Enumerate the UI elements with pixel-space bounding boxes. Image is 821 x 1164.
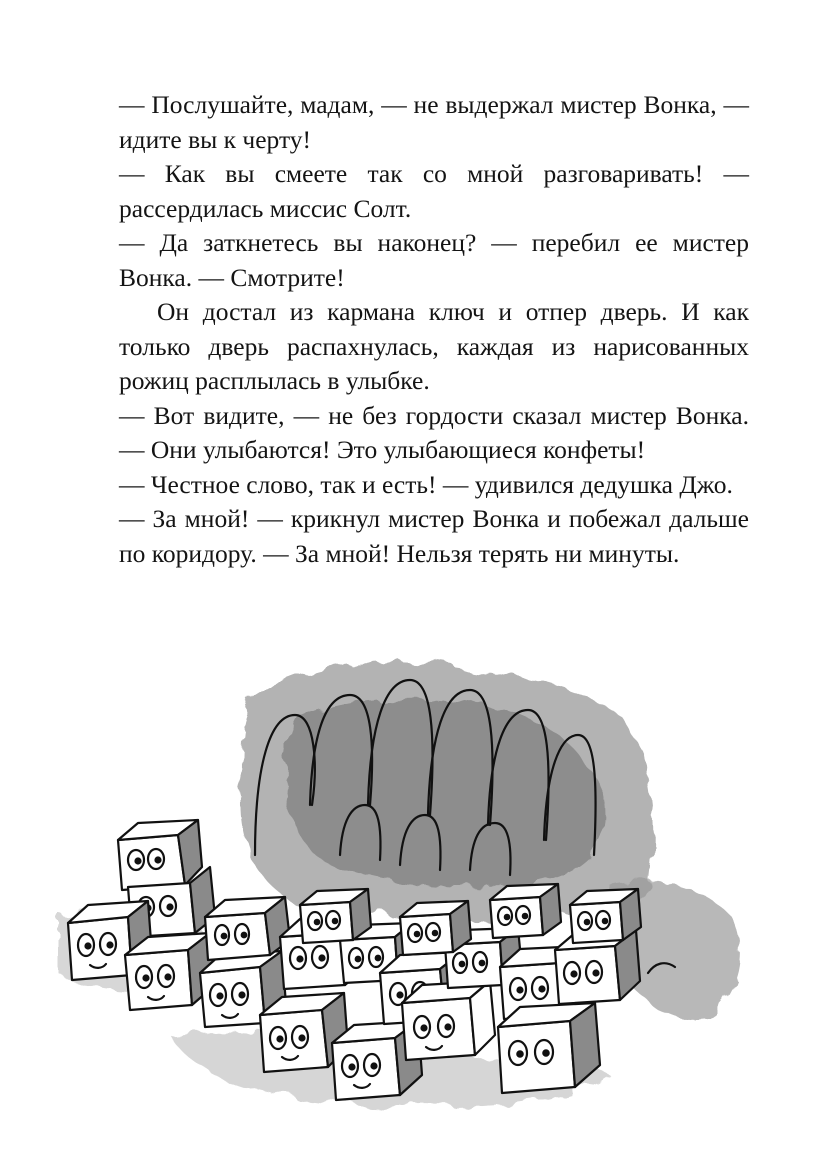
candy-cube [300, 889, 371, 943]
paragraph-1: — Послушайте, мадам, — не выдержал мистер Вонка, — идите вы к черту! [119, 90, 749, 154]
candy-cube [570, 889, 641, 943]
paragraph-6: — Честное слово, так и есть! — удивился дедушка Джо. [119, 469, 733, 499]
paragraph-7: — За мной! — крикнул мистер Вонка и побежал дальше по коридору. — За мной! Нельзя терять ни минуты. [119, 504, 749, 568]
candy-cubes-illustration [50, 655, 770, 1125]
candy-cube [490, 884, 561, 938]
paragraph-2: — Как вы смеете так со мной разговаривать! — рассердилась миссис Солт. [119, 159, 749, 223]
candy-cube [402, 981, 495, 1060]
candy-cube [205, 897, 290, 960]
paragraph-3: — Да заткнетесь вы наконец? — перебил ее мистер Вонка. — Смотрите! [119, 228, 749, 292]
candy-cube [498, 1003, 600, 1093]
paragraph-4: Он достал из кармана ключ и отпер дверь. И как только дверь распахнулась, каждая из нарисованных рожиц расплылась в улыбке. [119, 297, 749, 395]
body-text [119, 88, 749, 571]
candy-cube [118, 820, 202, 890]
candy-cube [400, 901, 471, 955]
paragraph-5: — Вот видите, — не без гордости сказал мистер Вонка. — Они улыбаются! Это улыбающиеся конфеты! [119, 400, 749, 464]
